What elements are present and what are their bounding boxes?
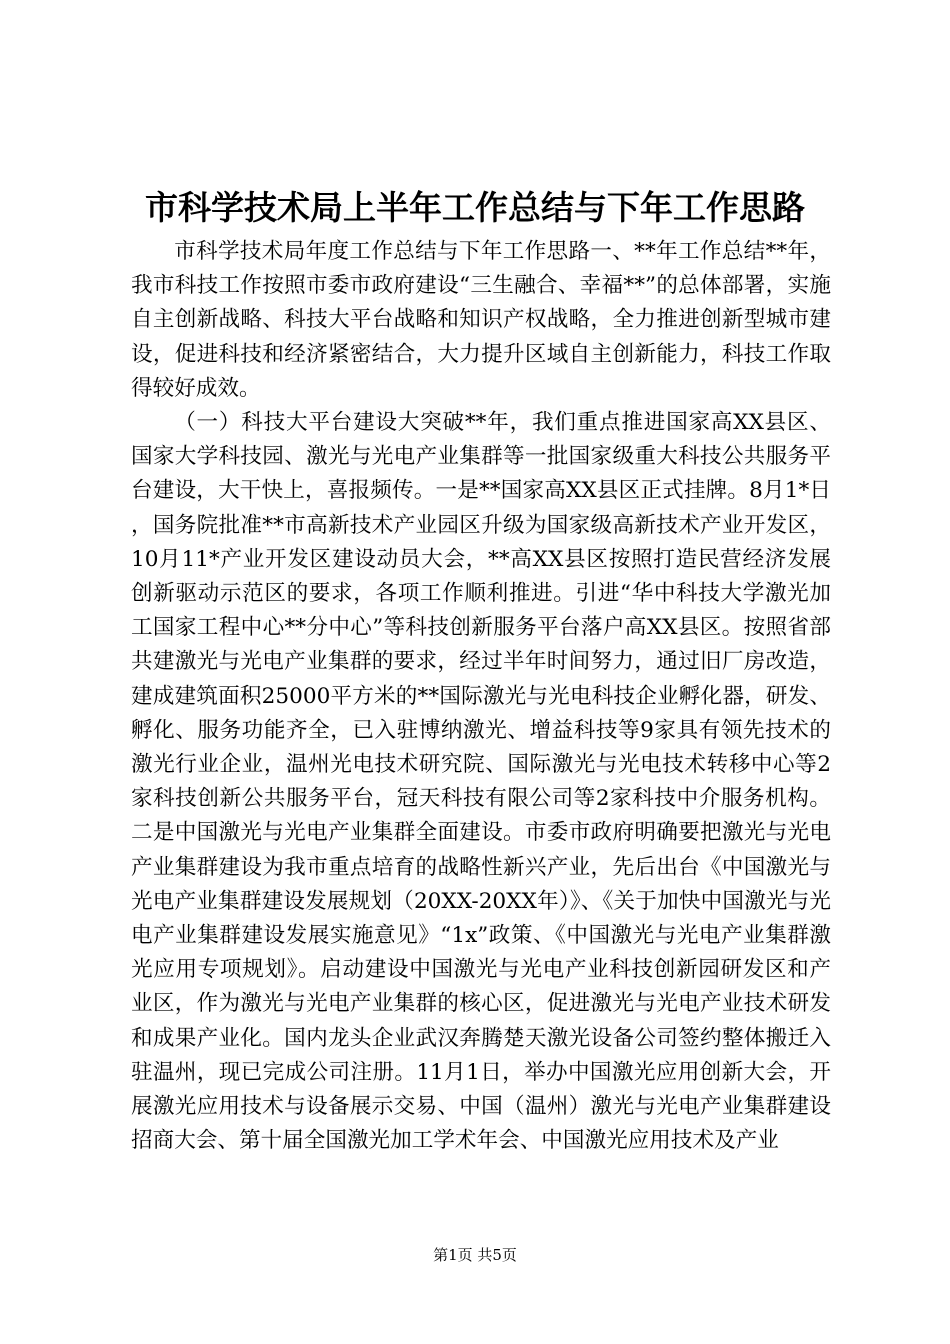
- document-body: [131, 235, 831, 1158]
- paragraph-platform: （一）科技大平台建设大突破**年，我们重点推进国家高XX县区、国家大学科技园、激光与光电产业集群等一批国家级重大科技公共服务平台建设，大干快上，喜报频传。一是**国家高XX县区正式挂牌。8月1*日，国务院批准**市高新技术产业园区升级为国家级高新技术产业开发区，10月11*产业开发区建设动员大会，**高XX县区按照打造民营经济发展创新驱动示范区的要求，各项工作顺利推进。引进“华中科技大学激光加工国家工程中心**分中心”等科技创新服务平台落户高XX县区。按照省部共建激光与光电产业集群的要求，经过半年时间努力，通过旧厂房改造，建成建筑面积25000平方米的**国际激光与光电科技企业孵化器，研发、孵化、服务功能齐全，已入驻博纳激光、增益科技等9家具有领先技术的激光行业企业，温州光电技术研究院、国际激光与光电技术转移中心等2家科技创新公共服务平台，冠天科技有限公司等2家科技中介服务机构。二是中国激光与光电产业集群全面建设。市委市政府明确要把激光与光电产业集群建设为我市重点培育的战略性新兴产业，先后出台《中国激光与光电产业集群建设发展规划（20XX-20XX年）》、《关于加快中国激光与光电产业集群建设发展实施意见》“1x”政策、《中国激光与光电产业集群激光应用专项规划》。启动建设中国激光与光电产业科技创新园研发区和产业区，作为激光与光电产业集群的核心区，促进激光与光电产业技术研发和成果产业化。国内龙头企业武汉奔腾楚天激光设备公司签约整体搬迁入驻温州，现已完成公司注册。11月1日，举办中国激光应用创新大会，开展激光应用技术与设备展示交易、中国（温州）激光与光电产业集群建设招商大会、第十届全国激光加工学术年会、中国激光应用技术及产业: [131, 410, 831, 1154]
- page-number-footer: 第1页 共5页: [433, 1246, 517, 1264]
- paragraph-intro: 市科学技术局年度工作总结与下年工作思路一、**年工作总结**年，我市科技工作按照市委市政府建设“三生融合、幸福**”的总体部署，实施自主创新战略、科技大平台战略和知识产权战略，全力推进创新型城市建设，促进科技和经济紧密结合，大力提升区域自主创新能力，科技工作取得较好成效。: [131, 239, 831, 401]
- document-title: 市科学技术局上半年工作总结与下年工作思路: [145, 188, 805, 227]
